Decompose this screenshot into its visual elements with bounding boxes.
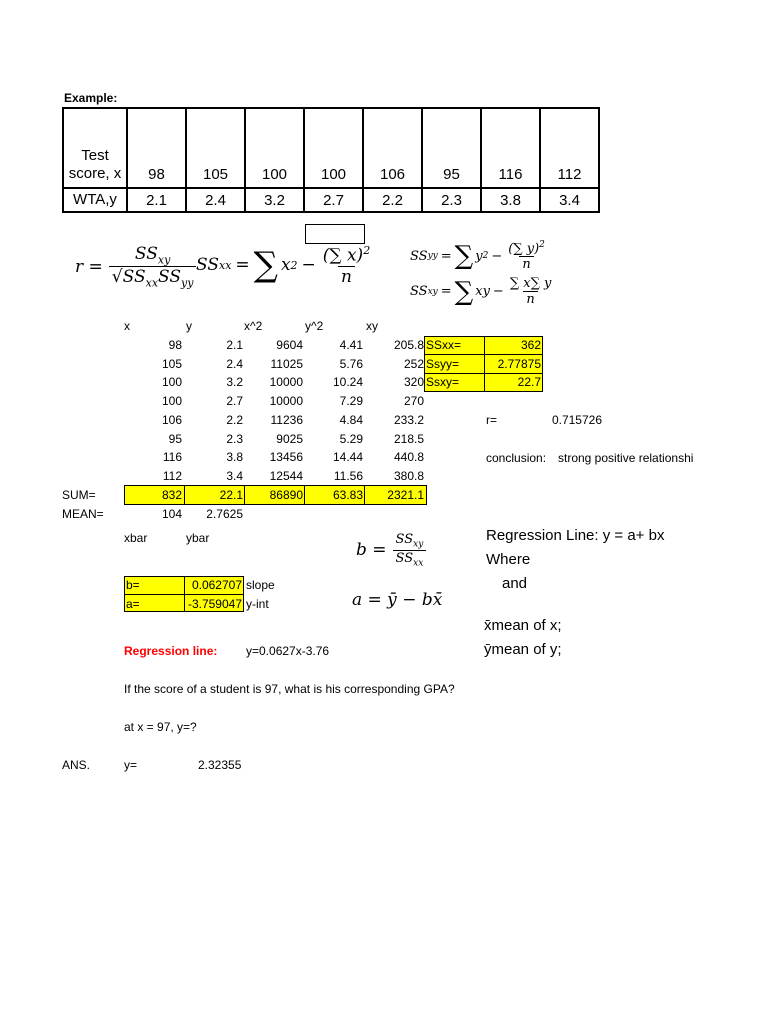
ssxx-minus: − [301, 255, 316, 276]
conclusion-label: conclusion: [486, 451, 547, 465]
sum-cell: 832 [161, 488, 182, 502]
cell-x2: 10000 [269, 375, 303, 390]
cell-xy: 440.8 [393, 450, 424, 465]
ssxy-lhs: SS [410, 284, 428, 299]
b-formula [356, 532, 426, 568]
cell-x: 98 [168, 338, 182, 352]
answer-value: 2.32355 [198, 758, 242, 772]
cell-y: 2.4 [226, 356, 243, 371]
mean-y: 2.7625 [206, 507, 243, 521]
ssyy-label: Ssyy= [426, 357, 460, 371]
cell-x: 116 [162, 450, 182, 465]
selected-cell-outline [305, 224, 365, 244]
sum-cell: 22.1 [219, 488, 243, 502]
ssxy-eq: = [440, 284, 452, 299]
cell-x: 106 [161, 412, 182, 427]
r-formula [75, 244, 196, 290]
ybar-meaning: ȳmean of y; [484, 641, 562, 658]
y-value: 2.1 [127, 188, 186, 212]
answer-label: ANS. [62, 758, 91, 772]
cell-x2: 9025 [276, 431, 303, 446]
y-value: 3.8 [481, 188, 540, 212]
cell-y: 2.2 [226, 412, 243, 427]
cell-xy: 233.2 [393, 412, 424, 427]
ssxx-exp: 2 [290, 258, 298, 272]
sum-sign: ∑ [253, 245, 278, 286]
a-note: y-int [246, 597, 269, 611]
ssxx-value: 362 [520, 338, 541, 352]
cell-y2: 10.24 [332, 375, 363, 390]
ssxx-den: n [338, 266, 355, 287]
x-value: 105 [186, 108, 245, 188]
ssyy-fraction [505, 240, 548, 272]
header-x-line2: score, x [68, 165, 122, 182]
cell-x2: 9604 [276, 338, 303, 352]
ssyy-term: y [475, 248, 483, 264]
mean-x: 104 [161, 507, 182, 521]
sum-label: SUM= [62, 488, 96, 502]
cell-xy: 205.8 [393, 338, 424, 352]
cell-xy: 270 [403, 394, 424, 409]
x-value: 100 [304, 108, 363, 188]
ssyy-num-exp: 2 [539, 240, 545, 250]
r-den: SS [122, 267, 146, 288]
header-x [63, 108, 127, 188]
col-header-x: x [124, 319, 130, 333]
r-den-sub2: yy [181, 276, 194, 290]
ssxy-sub: xy [427, 286, 438, 297]
a-formula: a = ȳ − bx̄ [352, 590, 443, 610]
y-value: 2.4 [186, 188, 245, 212]
cell-x: 105 [161, 356, 182, 371]
cell-y2: 5.76 [339, 356, 363, 371]
ssyy-sub: yy [427, 251, 438, 262]
cell-xy: 320 [403, 375, 424, 390]
ssxy-term: xy [475, 284, 490, 299]
cell-x: 112 [162, 468, 182, 483]
b-value: 0.062707 [191, 578, 242, 592]
cell-y: 3.8 [226, 450, 243, 465]
cell-x2: 12544 [269, 468, 303, 483]
col-header-xy: xy [366, 319, 378, 333]
data-table [62, 107, 600, 213]
cell-x: 100 [161, 394, 182, 409]
b-num-sub: xy [413, 539, 424, 550]
and-text: and [502, 575, 528, 592]
x-value: 116 [481, 108, 540, 188]
ssxy-value: 22.7 [517, 375, 541, 389]
ssxx-num: (∑ x) [322, 245, 364, 266]
cell-x: 100 [161, 375, 182, 390]
conclusion-text: strong positive relationshi [558, 451, 694, 465]
r-den-sub1: xx [145, 276, 159, 290]
sum-cell: 63.83 [332, 488, 363, 502]
ssxy-fraction [507, 276, 555, 307]
header-x-line1: Test [81, 147, 109, 164]
cell-y2: 4.41 [339, 338, 363, 352]
coef-box-rule [124, 594, 244, 595]
x-value: 106 [363, 108, 422, 188]
r-lhs: r = [75, 256, 103, 277]
ssxy-num: ∑ x∑ y [509, 276, 552, 291]
sum-cell: 2321.1 [387, 488, 424, 502]
xbar-meaning: x̄mean of x; [484, 617, 562, 634]
cell-x2: 11025 [270, 356, 303, 371]
ssyy-sum: ∑ [454, 241, 474, 272]
ssxx-eq: = [235, 255, 250, 276]
ssxx-lhs: SS [196, 255, 219, 276]
question-text: If the score of a student is 97, what is his corresponding GPA? [124, 682, 455, 696]
cell-x2: 10000 [269, 394, 303, 409]
cell-x2: 13456 [269, 450, 303, 465]
ssxx-fraction [320, 244, 373, 287]
cell-y2: 7.29 [339, 394, 363, 409]
regression-line-heading: Regression Line: y = a+ bx [486, 527, 665, 544]
cell-y: 3.2 [226, 375, 243, 390]
cell-y2: 5.29 [339, 431, 363, 446]
ssyy-value: 2.77875 [497, 357, 541, 371]
answer-y-label: y= [124, 758, 138, 772]
col-header-y: y [186, 319, 192, 333]
header-y: WTA,y [63, 188, 127, 212]
x-value: 100 [245, 108, 304, 188]
y-value: 3.2 [245, 188, 304, 212]
cell-y2: 11.56 [333, 468, 363, 483]
cell-y: 3.4 [226, 468, 243, 483]
ssyy-eq: = [440, 248, 452, 264]
ssyy-minus: − [491, 248, 503, 264]
ssyy-exp: 2 [482, 251, 489, 262]
col-header-y2: y^2 [305, 319, 324, 333]
r-num: SS [134, 244, 158, 264]
cell-y: 2.3 [226, 431, 243, 446]
sum-cell-divider [364, 485, 365, 505]
ybar-label: ybar [186, 531, 210, 545]
ssyy-formula [410, 240, 548, 272]
ssxy-label: Ssxy= [426, 375, 460, 389]
b-den-sub: xx [413, 558, 424, 569]
y-value: 2.7 [304, 188, 363, 212]
ssxx-num-exp: 2 [363, 244, 371, 257]
cell-xy: 218.5 [393, 431, 424, 446]
cell-y2: 14.44 [332, 450, 363, 465]
b-lhs: b = [356, 540, 387, 561]
r-den2: SS [158, 267, 182, 288]
b-fraction [393, 532, 427, 568]
ssyy-lhs: SS [410, 248, 428, 264]
col-header-x2: x^2 [244, 319, 263, 333]
cell-y2: 4.84 [339, 412, 363, 427]
ssxx-formula [196, 244, 373, 287]
ssxx-label: SSxx= [426, 338, 462, 352]
ssyy-num: (∑ y) [508, 241, 540, 257]
regression-line-value: y=0.0627x-3.76 [246, 644, 330, 658]
cell-xy: 252 [403, 356, 424, 371]
r-label: r= [486, 413, 498, 427]
ss-box-rule [424, 354, 543, 355]
ss-box-rule [424, 373, 543, 374]
ssxy-minus: − [492, 284, 504, 299]
at-x-text: at x = 97, y=? [124, 720, 197, 734]
ss-box-divider [484, 336, 485, 392]
regression-line-label: Regression line: [124, 644, 218, 658]
y-value: 2.3 [422, 188, 481, 212]
where-text: Where [486, 551, 531, 568]
sum-cell: 86890 [269, 488, 303, 502]
ssxy-den: n [523, 291, 537, 307]
example-label: Example: [64, 91, 118, 105]
ssyy-den: n [519, 256, 533, 272]
x-value: 98 [127, 108, 186, 188]
cell-x: 95 [168, 431, 182, 446]
cell-x2: 11236 [270, 412, 303, 427]
r-num-sub: xy [157, 253, 171, 267]
b-den: SS [395, 550, 414, 566]
b-note: slope [246, 578, 275, 592]
cell-xy: 380.8 [393, 468, 424, 483]
ssxy-formula [410, 276, 554, 307]
x-value: 112 [540, 108, 599, 188]
table-row-x [63, 108, 599, 188]
a-value: -3.759047 [187, 597, 242, 611]
b-num: SS [395, 532, 414, 547]
a-label: a= [126, 597, 140, 611]
y-value: 2.2 [363, 188, 422, 212]
cell-y: 2.1 [226, 338, 243, 352]
x-value: 95 [422, 108, 481, 188]
b-label: b= [126, 578, 140, 592]
ssxx-term: x [280, 255, 291, 276]
ssxy-sum: ∑ [454, 276, 474, 307]
r-fraction: $\frac{SS_{xy}}{√SS_{xx}SS_{yy}}$ [109, 244, 197, 290]
table-row-y [63, 188, 599, 212]
r-value: 0.715726 [551, 413, 602, 427]
cell-y: 2.7 [226, 394, 243, 409]
mean-label: MEAN= [62, 507, 104, 521]
ssxx-sub: xx [219, 258, 232, 272]
xbar-label: xbar [124, 531, 148, 545]
y-value: 3.4 [540, 188, 599, 212]
